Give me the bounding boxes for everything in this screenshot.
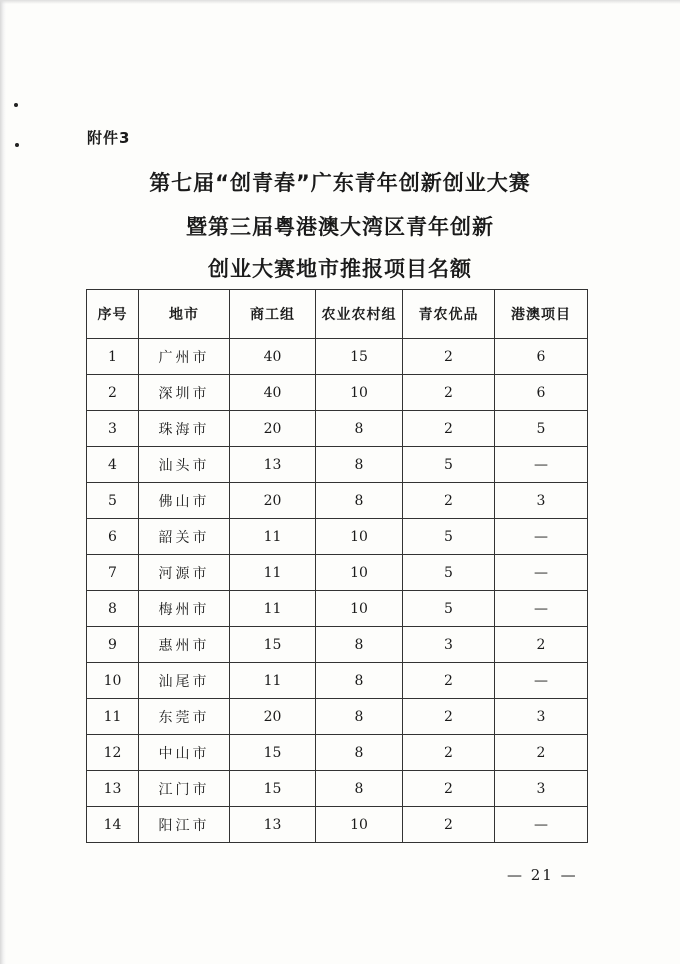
cell-hk-macao: 2: [495, 735, 588, 771]
cell-hk-macao: 6: [495, 375, 588, 411]
cell-business: 11: [230, 519, 316, 555]
cell-youth-agri: 3: [403, 627, 495, 663]
table-body: [87, 339, 588, 843]
cell-business: 20: [230, 411, 316, 447]
scan-speck-dot: [15, 143, 19, 147]
cell-city: 中山市: [139, 735, 230, 771]
cell-youth-agri: 5: [403, 519, 495, 555]
cell-agriculture: 8: [316, 447, 403, 483]
cell-youth-agri: 2: [403, 699, 495, 735]
table-row: [87, 591, 588, 627]
cell-business: 13: [230, 807, 316, 843]
table-header-row: [87, 290, 588, 339]
cell-agriculture: 8: [316, 411, 403, 447]
cell-seq: 5: [87, 483, 139, 519]
table-row: [87, 555, 588, 591]
header-business-group: 商工组: [230, 290, 316, 339]
cell-agriculture: 10: [316, 807, 403, 843]
attachment-label: 附件3: [87, 129, 131, 147]
cell-seq: 9: [87, 627, 139, 663]
table-row: [87, 735, 588, 771]
cell-youth-agri: 2: [403, 411, 495, 447]
cell-youth-agri: 5: [403, 447, 495, 483]
cell-city: 广州市: [139, 339, 230, 375]
cell-agriculture: 10: [316, 555, 403, 591]
cell-hk-macao: —: [495, 555, 588, 591]
cell-city: 佛山市: [139, 483, 230, 519]
cell-youth-agri: 2: [403, 483, 495, 519]
cell-city: 江门市: [139, 771, 230, 807]
cell-seq: 2: [87, 375, 139, 411]
cell-agriculture: 8: [316, 735, 403, 771]
cell-business: 15: [230, 735, 316, 771]
cell-hk-macao: 6: [495, 339, 588, 375]
cell-youth-agri: 2: [403, 375, 495, 411]
cell-city: 梅州市: [139, 591, 230, 627]
cell-seq: 11: [87, 699, 139, 735]
table-row: [87, 807, 588, 843]
table-row: [87, 627, 588, 663]
cell-seq: 7: [87, 555, 139, 591]
cell-youth-agri: 5: [403, 591, 495, 627]
table-row: [87, 699, 588, 735]
cell-hk-macao: —: [495, 519, 588, 555]
cell-business: 13: [230, 447, 316, 483]
cell-seq: 6: [87, 519, 139, 555]
cell-city: 汕头市: [139, 447, 230, 483]
cell-agriculture: 10: [316, 591, 403, 627]
table-row: [87, 375, 588, 411]
header-seq: 序号: [87, 290, 139, 339]
cell-city: 阳江市: [139, 807, 230, 843]
cell-agriculture: 10: [316, 519, 403, 555]
quota-table: [86, 289, 588, 843]
title-line-3: 创业大赛地市推报项目名额: [208, 257, 472, 281]
cell-seq: 10: [87, 663, 139, 699]
cell-agriculture: 8: [316, 663, 403, 699]
header-agriculture-group: 农业农村组: [316, 290, 403, 339]
cell-seq: 12: [87, 735, 139, 771]
cell-city: 深圳市: [139, 375, 230, 411]
cell-business: 11: [230, 591, 316, 627]
cell-city: 韶关市: [139, 519, 230, 555]
title-line-1: 第七届“创青春”广东青年创新创业大赛: [149, 171, 531, 195]
cell-youth-agri: 2: [403, 771, 495, 807]
cell-youth-agri: 2: [403, 807, 495, 843]
cell-seq: 3: [87, 411, 139, 447]
cell-seq: 13: [87, 771, 139, 807]
cell-business: 20: [230, 699, 316, 735]
cell-youth-agri: 2: [403, 663, 495, 699]
cell-agriculture: 8: [316, 771, 403, 807]
table-row: [87, 447, 588, 483]
cell-agriculture: 8: [316, 699, 403, 735]
header-city: 地市: [139, 290, 230, 339]
cell-seq: 14: [87, 807, 139, 843]
cell-hk-macao: 2: [495, 627, 588, 663]
cell-business: 11: [230, 663, 316, 699]
cell-business: 40: [230, 375, 316, 411]
cell-business: 15: [230, 627, 316, 663]
table-row: [87, 519, 588, 555]
header-youth-agri-products: 青农优品: [403, 290, 495, 339]
table-row: [87, 771, 588, 807]
cell-city: 惠州市: [139, 627, 230, 663]
cell-city: 汕尾市: [139, 663, 230, 699]
cell-hk-macao: —: [495, 591, 588, 627]
scan-speck-dot: [14, 103, 18, 107]
cell-youth-agri: 2: [403, 735, 495, 771]
cell-city: 珠海市: [139, 411, 230, 447]
cell-agriculture: 15: [316, 339, 403, 375]
scan-edge-left: [0, 0, 6, 964]
cell-hk-macao: 3: [495, 699, 588, 735]
cell-hk-macao: —: [495, 663, 588, 699]
cell-business: 20: [230, 483, 316, 519]
table-row: [87, 663, 588, 699]
cell-hk-macao: 3: [495, 483, 588, 519]
cell-seq: 4: [87, 447, 139, 483]
table-row: [87, 339, 588, 375]
scan-edge-top: [0, 0, 680, 4]
cell-city: 东莞市: [139, 699, 230, 735]
table-row: [87, 483, 588, 519]
cell-agriculture: 10: [316, 375, 403, 411]
page-number: — 21 —: [507, 866, 578, 884]
cell-seq: 8: [87, 591, 139, 627]
cell-agriculture: 8: [316, 483, 403, 519]
cell-business: 11: [230, 555, 316, 591]
cell-hk-macao: —: [495, 807, 588, 843]
cell-city: 河源市: [139, 555, 230, 591]
cell-hk-macao: —: [495, 447, 588, 483]
table-row: [87, 411, 588, 447]
cell-business: 15: [230, 771, 316, 807]
cell-agriculture: 8: [316, 627, 403, 663]
cell-seq: 1: [87, 339, 139, 375]
header-hk-macao-projects: 港澳项目: [495, 290, 588, 339]
title-line-2: 暨第三届粤港澳大湾区青年创新: [186, 215, 494, 239]
cell-hk-macao: 5: [495, 411, 588, 447]
cell-business: 40: [230, 339, 316, 375]
cell-youth-agri: 5: [403, 555, 495, 591]
cell-hk-macao: 3: [495, 771, 588, 807]
cell-youth-agri: 2: [403, 339, 495, 375]
